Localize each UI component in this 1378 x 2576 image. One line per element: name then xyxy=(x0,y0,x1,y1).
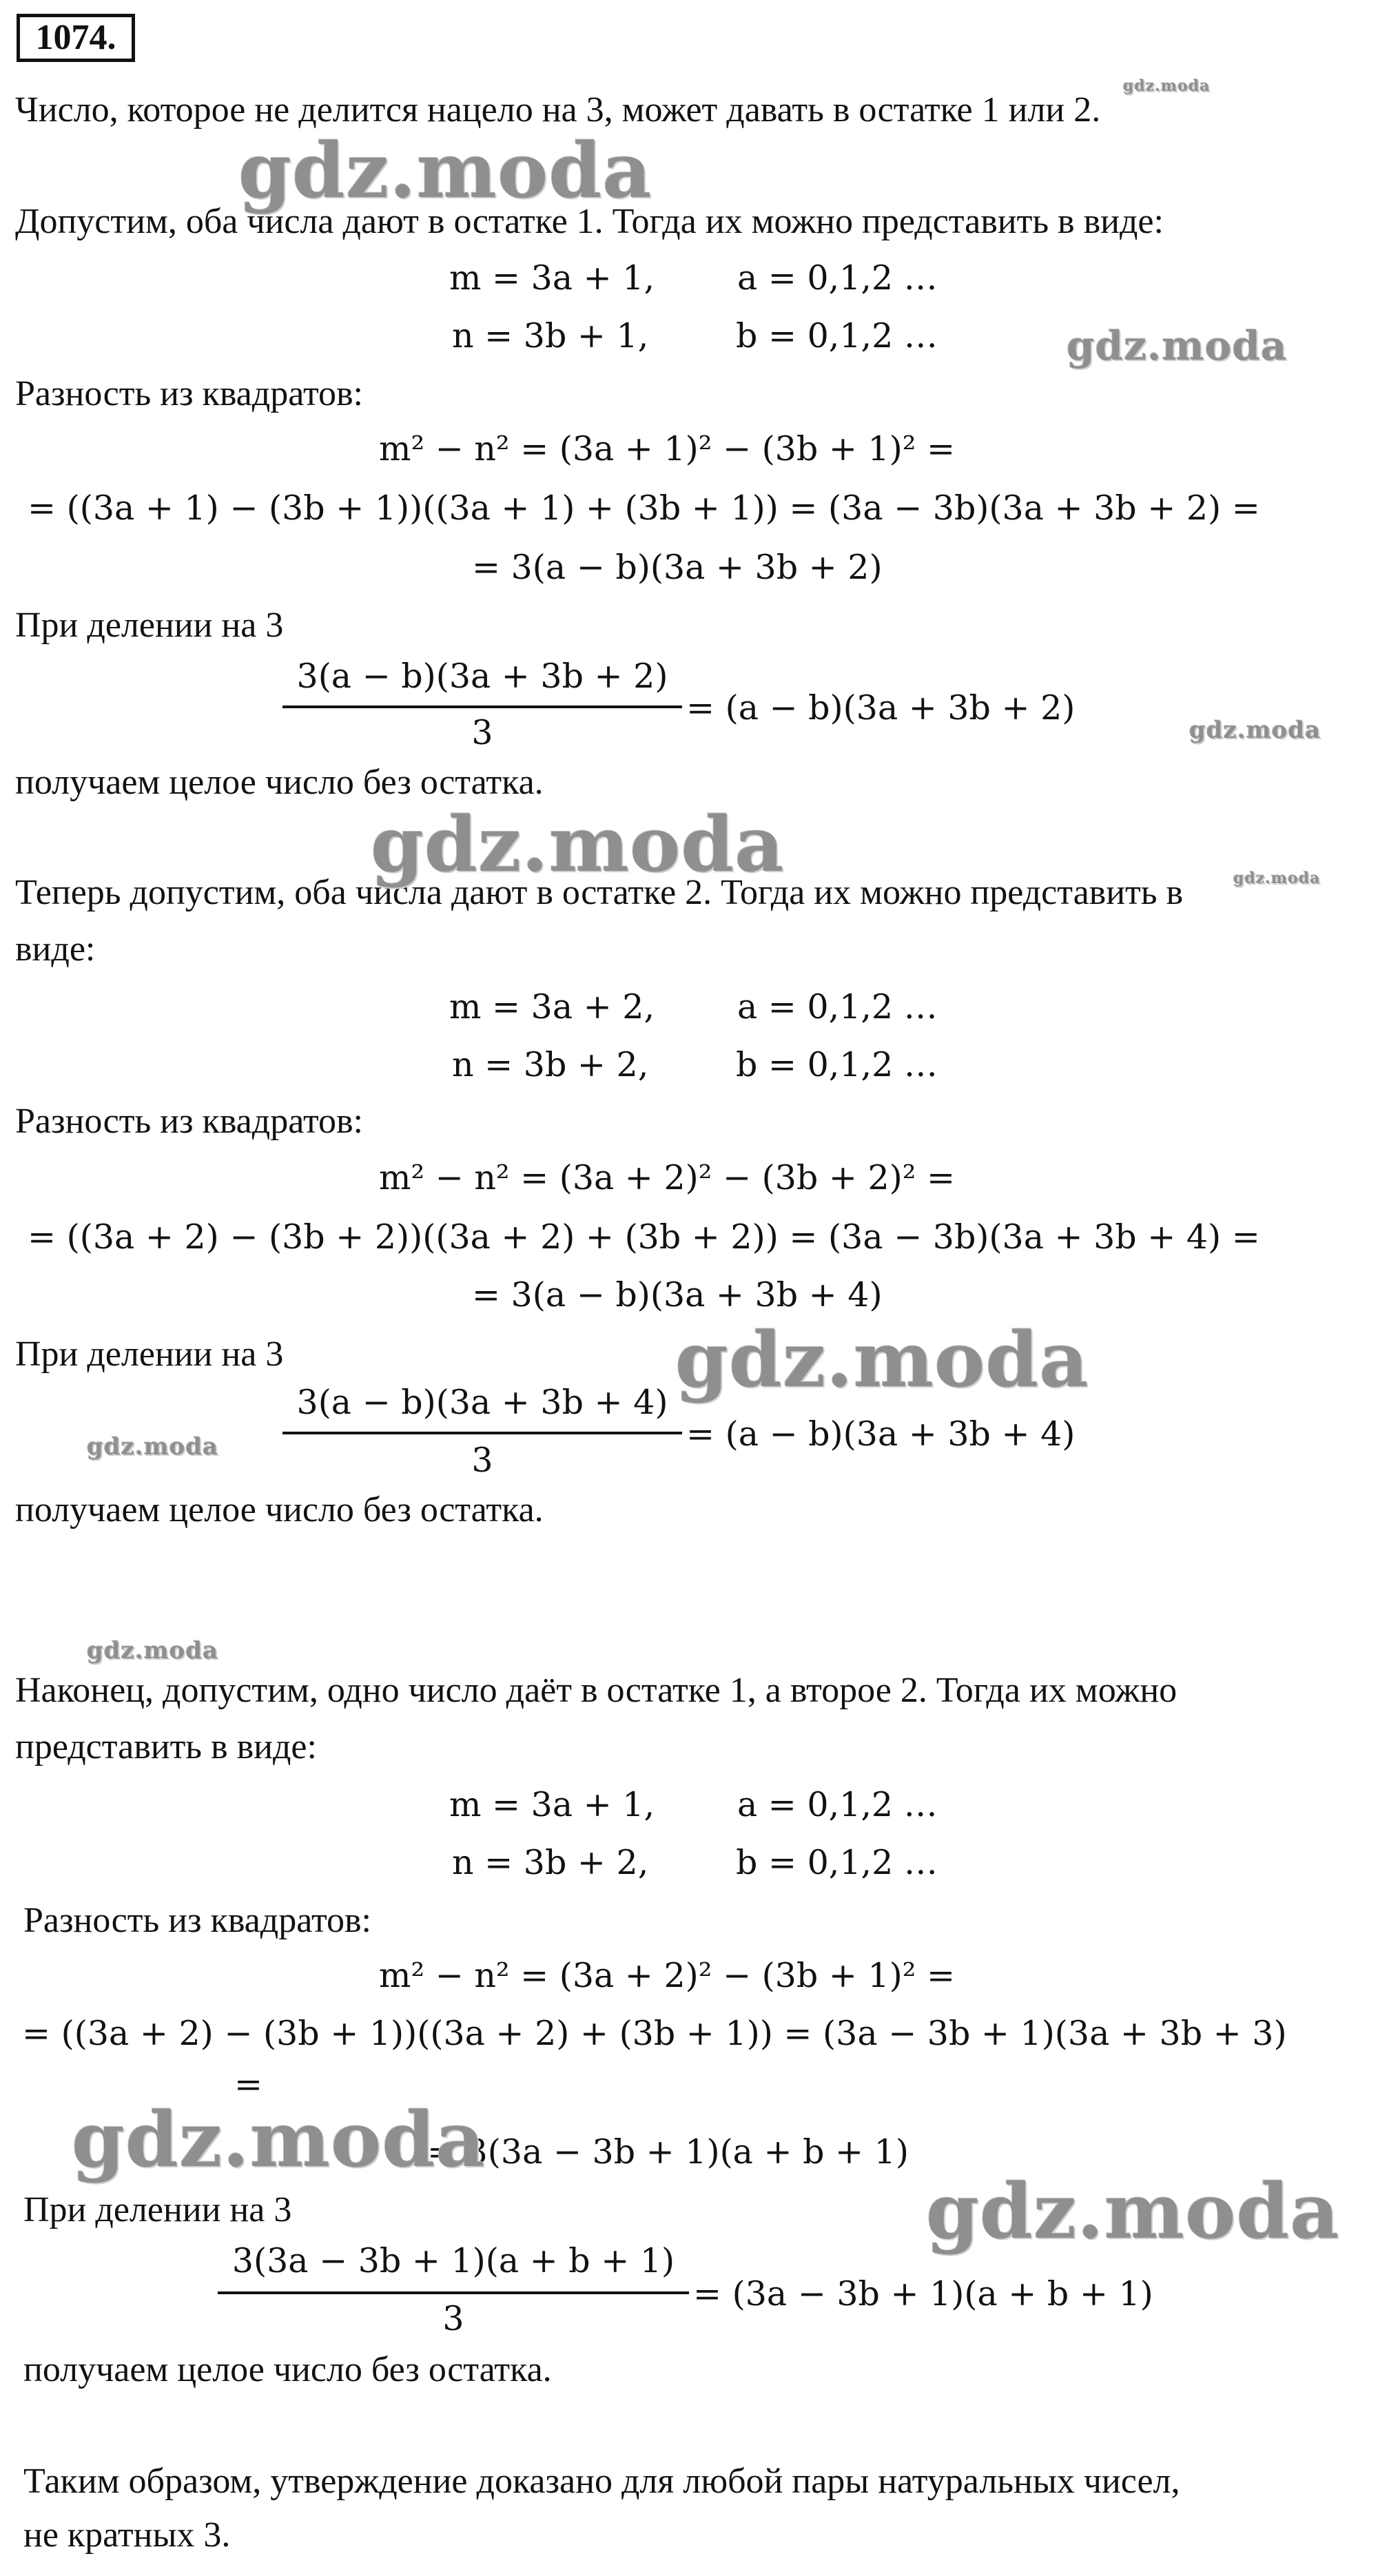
case2-text-line2: виде: xyxy=(15,929,96,969)
case1-frac-den: 3 xyxy=(471,713,493,752)
case3-n-def: n = 3b + 2, xyxy=(452,1843,649,1882)
watermark: gdz.moda xyxy=(1123,77,1211,95)
case3-frac-line xyxy=(218,2291,689,2294)
case3-eq2: = ((3a + 2) − (3b + 1))((3a + 2) + (3b + 1)) = (3a − 3b + 1)(3a + 3b + 3) xyxy=(22,2014,1287,2053)
case2-result: получаем целое число без остатка. xyxy=(15,1490,544,1529)
case2-m-def: m = 3a + 2, xyxy=(449,987,655,1027)
case1-n-def: n = 3b + 1, xyxy=(452,316,649,356)
case2-div-label: При делении на 3 xyxy=(15,1335,284,1374)
conclusion-line1: Таким образом, утверждение доказано для любой пары натуральных чисел, xyxy=(23,2462,1180,2501)
watermark: gdz.moda xyxy=(371,800,785,889)
case2-b-def: b = 0,1,2 … xyxy=(736,1045,938,1084)
case1-result: получаем целое число без остатка. xyxy=(15,763,544,802)
case3-text-line1: Наконец, допустим, одно число даёт в остатке 1, а второе 2. Тогда их можно xyxy=(15,1671,1178,1710)
case2-frac-den: 3 xyxy=(471,1441,493,1480)
watermark: gdz.moda xyxy=(238,126,652,215)
watermark: gdz.moda xyxy=(1189,717,1322,744)
case2-a-def: a = 0,1,2 … xyxy=(737,987,938,1027)
case3-b-def: b = 0,1,2 … xyxy=(736,1843,938,1882)
case1-eq3: = 3(a − b)(3a + 3b + 2) xyxy=(472,548,883,587)
watermark: gdz.moda xyxy=(72,2095,486,2184)
case2-n-def: n = 3b + 2, xyxy=(452,1045,649,1084)
watermark: gdz.moda xyxy=(87,1637,219,1665)
case1-text: Допустим, оба числа дают в остатке 1. Тогда их можно представить в виде: xyxy=(15,202,1164,241)
watermark: gdz.moda xyxy=(926,2167,1340,2256)
case1-eq2: = ((3a + 1) − (3b + 1))((3a + 1) + (3b + 1)) = (3a − 3b)(3a + 3b + 2) = xyxy=(28,488,1260,528)
case3-eq-mid: = xyxy=(234,2065,263,2104)
case1-m-def: m = 3a + 1, xyxy=(449,258,655,298)
case2-frac-res: = (a − b)(3a + 3b + 4) xyxy=(686,1414,1076,1454)
case3-result: получаем целое число без остатка. xyxy=(23,2350,552,2389)
case3-frac-res: = (3a − 3b + 1)(a + b + 1) xyxy=(693,2274,1153,2314)
case2-diff-label: Разность из квадратов: xyxy=(15,1102,363,1141)
intro-text: Число, которое не делится нацело на 3, может давать в остатке 1 или 2. xyxy=(15,90,1101,130)
case3-eq1: m² − n² = (3a + 2)² − (3b + 1)² = xyxy=(379,1956,956,1995)
case1-eq1: m² − n² = (3a + 1)² − (3b + 1)² = xyxy=(379,429,956,468)
case3-text-line2: представить в виде: xyxy=(15,1727,317,1766)
case3-m-def: m = 3a + 1, xyxy=(449,1785,655,1824)
watermark: gdz.moda xyxy=(675,1315,1089,1404)
case3-a-def: a = 0,1,2 … xyxy=(737,1785,938,1824)
case1-div-label: При делении на 3 xyxy=(15,606,284,645)
case3-frac-num: 3(3a − 3b + 1)(a + b + 1) xyxy=(232,2241,675,2280)
case2-text-line1: Теперь допустим, оба числа дают в остатке 2. Тогда их можно представить в xyxy=(15,873,1184,912)
case1-diff-label: Разность из квадратов: xyxy=(15,374,363,413)
case1-frac-num: 3(a − b)(3a + 3b + 2) xyxy=(296,657,668,696)
case3-frac-den: 3 xyxy=(442,2299,464,2338)
case1-b-def: b = 0,1,2 … xyxy=(736,316,938,356)
case2-frac-num: 3(a − b)(3a + 3b + 4) xyxy=(296,1383,668,1422)
problem-number: 1074. xyxy=(17,14,135,62)
watermark: gdz.moda xyxy=(1233,869,1321,887)
case3-div-label: При делении на 3 xyxy=(23,2190,292,2229)
case3-eq3: = 3(3a − 3b + 1)(a + b + 1) xyxy=(427,2132,909,2172)
case2-frac-line xyxy=(282,1432,682,1434)
case2-eq1: m² − n² = (3a + 2)² − (3b + 2)² = xyxy=(379,1158,956,1197)
case2-eq3: = 3(a − b)(3a + 3b + 4) xyxy=(472,1275,883,1315)
case2-eq2: = ((3a + 2) − (3b + 2))((3a + 2) + (3b + 2)) = (3a − 3b)(3a + 3b + 4) = xyxy=(28,1217,1260,1257)
case1-a-def: a = 0,1,2 … xyxy=(737,258,938,298)
watermark: gdz.moda xyxy=(87,1433,219,1461)
conclusion-line2: не кратных 3. xyxy=(23,2515,231,2555)
watermark: gdz.moda xyxy=(1067,322,1288,369)
case1-frac-line xyxy=(282,705,682,708)
case1-frac-res: = (a − b)(3a + 3b + 2) xyxy=(686,688,1076,728)
case3-diff-label: Разность из квадратов: xyxy=(23,1901,371,1940)
